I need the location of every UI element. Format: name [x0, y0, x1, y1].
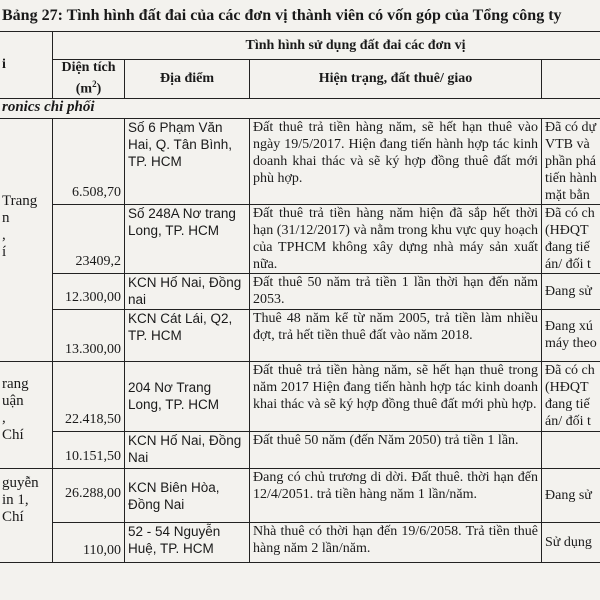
- area-cell: 6.508,70: [53, 118, 125, 204]
- area-header: [53, 60, 125, 99]
- location-cell: KCN Hố Nai, Đồng nai: [125, 273, 250, 309]
- section-label: ronics chi phối: [0, 98, 600, 118]
- location-cell: Số 248A Nơ trang Long, TP. HCM: [125, 204, 250, 273]
- area-header-close: ): [96, 81, 102, 97]
- table-caption: Bảng 27: Tình hình đất đai của các đơn vị thành viên có vốn góp của Tổng công ty: [2, 7, 562, 24]
- area-header-line1: Diện tích: [61, 60, 116, 75]
- location-cell: KCN Cát Lái, Q2, TP. HCM: [125, 309, 250, 361]
- table-row: [0, 273, 600, 309]
- note-cell: Đã có ch (HĐQT đang tiế án/ đối t: [542, 361, 600, 431]
- status-cell: Đất thuê trả tiền hàng năm hiện đã sắp hết thời hạn (31/12/2017) và nằm trong khu vực quy hoạch của TPHCM không xây dựng nhà máy sản xuất nữa.: [250, 204, 542, 273]
- location-cell: KCN Hố Nai, Đồng Nai: [125, 431, 250, 468]
- status-cell: Đang có chủ trương di dời. Đất thuê. thời hạn đến 12/4/2051. trả tiền hàng năm 1 lần/năm.: [250, 468, 542, 522]
- note-cell: [542, 431, 600, 468]
- header-row-2: [0, 60, 600, 99]
- status-header: Hiện trạng, đất thuê/ giao: [250, 60, 542, 99]
- unit-name-cell: guyễn in 1, Chí: [0, 468, 53, 562]
- land-table: [0, 31, 600, 563]
- table-row: [0, 309, 600, 361]
- table-row: [0, 118, 600, 204]
- area-cell: 26.288,00: [53, 468, 125, 522]
- area-cell: 10.151,50: [53, 431, 125, 468]
- table-row: [0, 204, 600, 273]
- status-cell: Đất thuê trả tiền hàng năm, sẽ hết hạn thuê trong năm 2017 Hiện đang tiến hành hợp tác kinh doanh khai thác và sẽ ký hợp đồng thuê đất mới phù hợp.: [250, 361, 542, 431]
- status-cell: Nhà thuê có thời hạn đến 19/6/2058. Trả tiền thuê hàng năm 2 lần/năm.: [250, 522, 542, 562]
- unit-name-cell: rang uận , Chí: [0, 361, 53, 468]
- area-cell: 13.300,00: [53, 309, 125, 361]
- location-header: Địa điểm: [125, 60, 250, 99]
- status-cell: Đất thuê 50 năm (đến Năm 2050) trả tiền 1 lần.: [250, 431, 542, 468]
- area-cell: 12.300,00: [53, 273, 125, 309]
- note-cell: Đã có ch (HĐQT đang tiế án/ đối t: [542, 204, 600, 273]
- section-row: [0, 98, 600, 118]
- area-cell: 23409,2: [53, 204, 125, 273]
- note-cell: Đang xú máy theo: [542, 309, 600, 361]
- table-row: [0, 522, 600, 562]
- table-row: [0, 468, 600, 522]
- area-header-unit: (m: [75, 81, 93, 97]
- land-use-group-header: Tình hình sử dụng đất đai các đơn vị: [53, 32, 600, 60]
- unit-name-header: i: [0, 32, 53, 99]
- note-cell: Đã có dự VTB và phần phá tiến hành mặt bằn: [542, 118, 600, 204]
- note-cell: Đang sử: [542, 273, 600, 309]
- area-cell: 22.418,50: [53, 361, 125, 431]
- location-cell: 52 - 54 Nguyễn Huệ, TP. HCM: [125, 522, 250, 562]
- area-header-sup: 2: [92, 79, 97, 89]
- header-row-1: [0, 32, 600, 60]
- status-cell: Đất thuê 50 năm trả tiền 1 lần thời hạn đến năm 2053.: [250, 273, 542, 309]
- area-cell: 110,00: [53, 522, 125, 562]
- location-cell: Số 6 Phạm Văn Hai, Q. Tân Bình, TP. HCM: [125, 118, 250, 204]
- status-cell: Đất thuê trả tiền hàng năm, sẽ hết hạn thuê vào ngày 19/5/2017. Hiện đang tiến hành hợp tác kinh doanh khai thác và sẽ ký hợp đồng thuê đất mới phù hợp.: [250, 118, 542, 204]
- location-cell: 204 Nơ Trang Long, TP. HCM: [125, 361, 250, 431]
- unit-name-cell: Trang n , í: [0, 118, 53, 361]
- note-header: [542, 60, 600, 99]
- table-row: [0, 431, 600, 468]
- note-cell: Đang sử: [542, 468, 600, 522]
- note-cell: Sử dụng: [542, 522, 600, 562]
- table-row: [0, 361, 600, 431]
- status-cell: Thuê 48 năm kể từ năm 2005, trả tiền làm nhiều đợt, trả hết tiền thuê đất vào năm 2018.: [250, 309, 542, 361]
- location-cell: KCN Biên Hòa, Đồng Nai: [125, 468, 250, 522]
